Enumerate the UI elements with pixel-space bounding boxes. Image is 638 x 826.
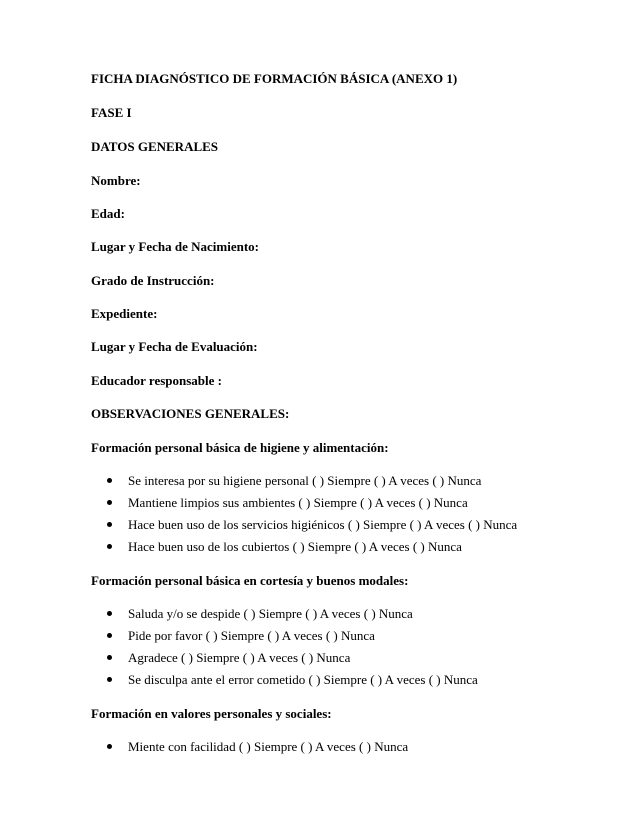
bullet-icon: [107, 478, 112, 483]
list-item-text: Se disculpa ante el error cometido ( ) Siempre ( ) A veces ( ) Nunca: [128, 672, 478, 687]
field-responsible-educator-label: Educador responsable :: [91, 373, 222, 388]
list-item-text: Se interesa por su higiene personal ( ) Siempre ( ) A veces ( ) Nunca: [128, 473, 482, 488]
field-file-label: Expediente:: [91, 306, 158, 321]
bullet-icon: [107, 500, 112, 505]
field-name-label: Nombre:: [91, 173, 141, 188]
bullet-icon: [107, 677, 112, 682]
bullet-icon: [107, 522, 112, 527]
list-item-text: Hace buen uso de los cubiertos ( ) Siempre ( ) A veces ( ) Nunca: [128, 539, 462, 554]
section-heading: Formación personal básica en cortesía y buenos modales:: [91, 573, 409, 588]
phase-label: FASE I: [91, 105, 132, 120]
bullet-icon: [107, 611, 112, 616]
bullet-icon: [107, 655, 112, 660]
section-heading: Formación personal básica de higiene y alimentación:: [91, 440, 389, 455]
document-title: FICHA DIAGNÓSTICO DE FORMACIÓN BÁSICA (ANEXO 1): [91, 71, 458, 86]
field-birth-place-date-label: Lugar y Fecha de Nacimiento:: [91, 239, 260, 254]
bullet-icon: [107, 544, 112, 549]
list-item-text: Hace buen uso de los servicios higiénicos ( ) Siempre ( ) A veces ( ) Nunca: [128, 517, 518, 532]
field-education-level-label: Grado de Instrucción:: [91, 273, 215, 288]
bullet-icon: [107, 744, 112, 749]
bullet-icon: [107, 633, 112, 638]
field-evaluation-place-date-label: Lugar y Fecha de Evaluación:: [91, 339, 258, 354]
list-item-text: Miente con facilidad ( ) Siempre ( ) A veces ( ) Nunca: [128, 739, 409, 754]
list-item-text: Pide por favor ( ) Siempre ( ) A veces ( ) Nunca: [128, 628, 375, 643]
list-item-text: Saluda y/o se despide ( ) Siempre ( ) A veces ( ) Nunca: [128, 606, 413, 621]
field-age-label: Edad:: [91, 206, 125, 221]
section-heading: Formación en valores personales y sociales:: [91, 706, 332, 721]
list-item-text: Agradece ( ) Siempre ( ) A veces ( ) Nunca: [128, 650, 351, 665]
general-data-heading: DATOS GENERALES: [91, 139, 219, 154]
list-item-text: Mantiene limpios sus ambientes ( ) Siempre ( ) A veces ( ) Nunca: [128, 495, 468, 510]
observations-heading: OBSERVACIONES GENERALES:: [91, 406, 290, 421]
